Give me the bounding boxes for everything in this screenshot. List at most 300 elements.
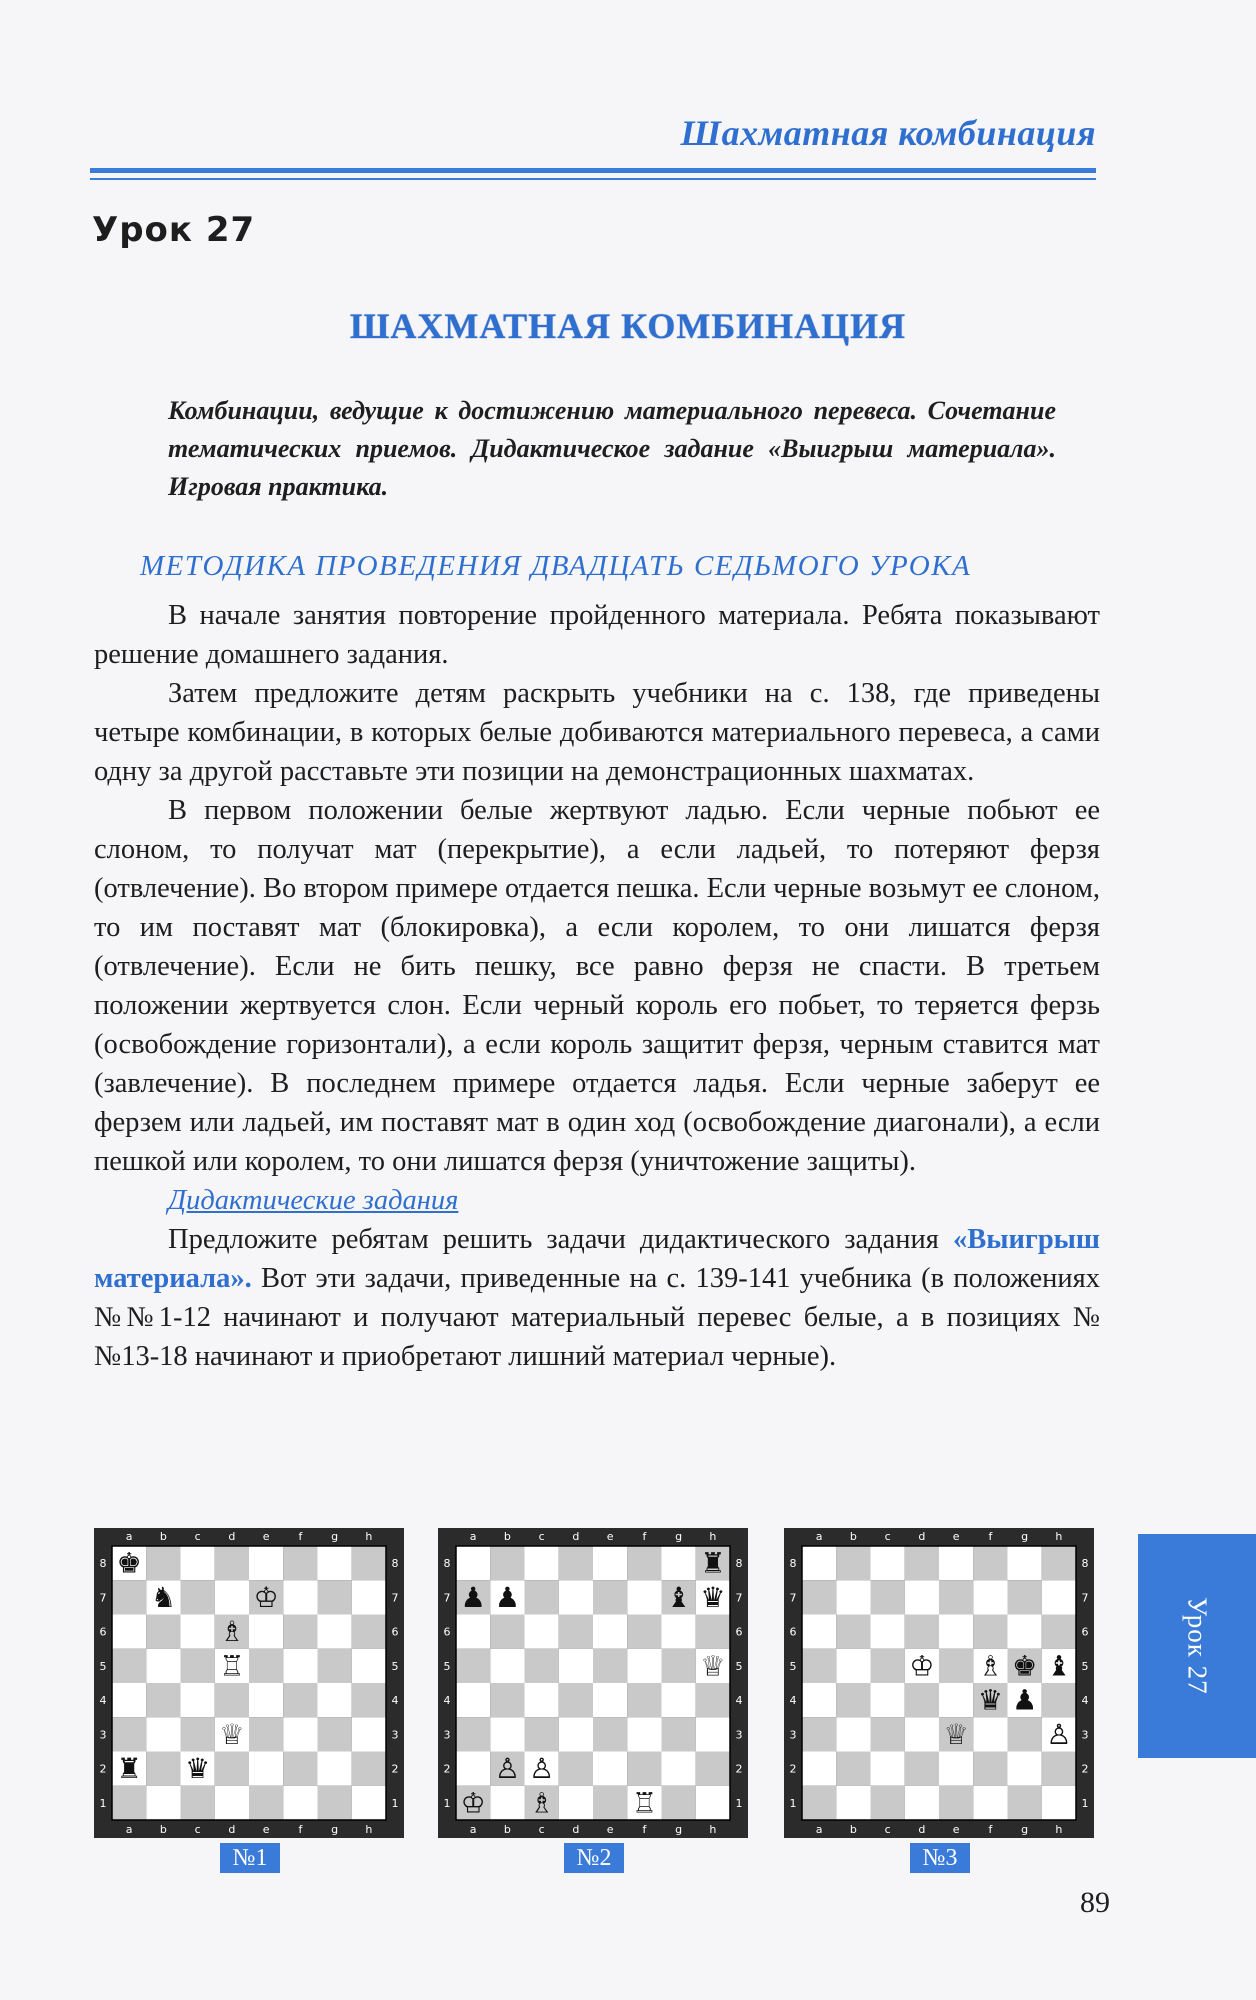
chess-piece-f5: ♗ [977,1649,1003,1683]
board-square [973,1546,1007,1580]
board-square [1008,1546,1042,1580]
paragraph-1: В начале занятия повторение пройденного материала. Ребята показывают решение домашнего задания. [94,600,1100,670]
rank-label: 6 [1081,1625,1089,1639]
board-square [836,1649,870,1683]
file-label: h [1055,1823,1063,1836]
board-square [283,1649,317,1683]
board-square [627,1683,661,1717]
file-label: c [884,1530,891,1543]
chess-piece-f1: ♖ [631,1786,657,1820]
board-square [490,1683,524,1717]
board-square [871,1717,905,1751]
board-square [1042,1683,1076,1717]
board-square [318,1546,352,1580]
rank-label: 2 [443,1762,451,1776]
lesson-subtitle: Комбинации, ведущие к достижению материального перевеса. Сочетание тематических приемов. Дидактическое задание «Выигрыш материала». Игровая практика. [168,396,1056,501]
file-label: d [228,1823,236,1836]
file-label: a [469,1530,477,1543]
board-square [871,1752,905,1786]
board-square [318,1580,352,1614]
board-square [939,1752,973,1786]
file-label: e [952,1823,960,1836]
board-square [318,1717,352,1751]
chess-piece-d3: ♕ [219,1717,245,1751]
file-label: c [194,1530,201,1543]
board-square [593,1580,627,1614]
side-tab-label: Урок 27 [1182,1597,1213,1695]
board-square [112,1649,146,1683]
board-square [112,1615,146,1649]
board-square [112,1786,146,1820]
board-square [802,1683,836,1717]
board-square [456,1546,490,1580]
board-square [249,1546,283,1580]
running-title: Шахматная комбинация [680,113,1096,153]
chess-piece-c1: ♗ [529,1786,555,1820]
board-square [627,1615,661,1649]
board-square [456,1717,490,1751]
rank-label: 7 [391,1591,399,1605]
board-square [318,1683,352,1717]
file-label: c [884,1823,891,1836]
board-square [939,1683,973,1717]
board-square [215,1546,249,1580]
chess-piece-b7: ♟ [494,1580,520,1614]
didactic-heading: Дидактические задания [168,1185,459,1216]
file-label: e [262,1823,270,1836]
rank-label: 3 [443,1728,451,1742]
rank-label: 5 [99,1659,107,1673]
board-square [1042,1786,1076,1820]
board-square [905,1580,939,1614]
rank-label: 7 [735,1591,743,1605]
paragraph-2: Затем предложите детям раскрыть учебники на с. 138, где приведены четыре комбинации, в которых белые добиваются материального перевеса, а сами одну за другой расставьте эти позиции на демонстрационных шахматах. [94,678,1100,787]
board-square [905,1546,939,1580]
board-square [559,1717,593,1751]
rank-label: 8 [443,1557,451,1571]
board-square [593,1615,627,1649]
board-square [1042,1615,1076,1649]
board-square [905,1752,939,1786]
board-square [181,1786,215,1820]
file-label: d [918,1823,926,1836]
board-square [662,1752,696,1786]
board-square [112,1683,146,1717]
chess-piece-h5: ♝ [1046,1649,1072,1683]
file-label: c [194,1823,201,1836]
rank-label: 6 [789,1625,797,1639]
board-square [836,1580,870,1614]
board-square [490,1615,524,1649]
file-label: h [709,1530,717,1543]
file-label: d [572,1530,580,1543]
board-square [352,1649,386,1683]
diagram-label-2: №2 [564,1843,624,1873]
rank-label: 4 [789,1694,797,1708]
board-square [249,1683,283,1717]
board-square [593,1546,627,1580]
board-square [836,1752,870,1786]
file-label: g [331,1530,339,1543]
header-rule-thin [90,178,1096,180]
board-square [939,1615,973,1649]
file-label: b [503,1530,511,1543]
board-square [871,1546,905,1580]
board-square [905,1717,939,1751]
rank-label: 8 [789,1557,797,1571]
board-square [283,1683,317,1717]
board-square [352,1580,386,1614]
board-square [593,1786,627,1820]
board-square [871,1649,905,1683]
board-square [939,1786,973,1820]
board-square [112,1580,146,1614]
chess-piece-b7: ♞ [150,1580,176,1614]
board-square [559,1580,593,1614]
board-square [836,1683,870,1717]
board-square [215,1683,249,1717]
rank-label: 4 [99,1694,107,1708]
chess-piece-a2: ♜ [116,1752,142,1786]
board-square [525,1717,559,1751]
board-square [662,1615,696,1649]
board-square [490,1717,524,1751]
board-square [627,1546,661,1580]
board-square [490,1786,524,1820]
method-heading: МЕТОДИКА ПРОВЕДЕНИЯ ДВАДЦАТЬ СЕДЬМОГО УРОКА [140,550,972,582]
file-label: f [642,1823,647,1836]
file-label: f [298,1530,303,1543]
board-square [146,1546,180,1580]
board-square [283,1752,317,1786]
board-square [1042,1752,1076,1786]
board-square [215,1580,249,1614]
board-square [662,1683,696,1717]
rank-label: 8 [391,1557,399,1571]
rank-label: 2 [735,1762,743,1776]
chess-piece-c2: ♛ [185,1752,211,1786]
chess-piece-d5: ♔ [909,1649,935,1683]
board-square [662,1786,696,1820]
rank-label: 6 [391,1625,399,1639]
chess-piece-g5: ♚ [1012,1649,1038,1683]
rank-label: 1 [789,1796,797,1810]
board-square [939,1546,973,1580]
board-square [627,1580,661,1614]
board-square [456,1683,490,1717]
rank-label: 7 [789,1591,797,1605]
board-square [1008,1752,1042,1786]
rank-label: 7 [443,1591,451,1605]
file-label: d [228,1530,236,1543]
board-square [973,1752,1007,1786]
file-label: h [365,1530,373,1543]
board-square [871,1683,905,1717]
diagram-row [0,1528,1256,1871]
rank-label: 2 [1081,1762,1089,1776]
board-square [456,1615,490,1649]
file-label: a [469,1823,477,1836]
task-accent: «Выигрыш материала». [94,1224,1100,1294]
file-label: b [159,1530,167,1543]
didactic-heading-line [94,1181,1100,1220]
rank-label: 5 [391,1659,399,1673]
rank-label: 1 [99,1796,107,1810]
rank-label: 1 [1081,1796,1089,1810]
board-square [352,1546,386,1580]
file-label: d [918,1530,926,1543]
board-square [696,1786,730,1820]
rank-label: 8 [99,1557,107,1571]
board-square [973,1786,1007,1820]
header-rule-thick [90,168,1096,173]
board-square [249,1717,283,1751]
board-square [696,1683,730,1717]
file-label: a [125,1823,133,1836]
board-square [1008,1580,1042,1614]
chess-piece-h8: ♜ [700,1546,726,1580]
file-label: f [298,1823,303,1836]
board-square [905,1615,939,1649]
board-square [146,1649,180,1683]
board-square [181,1546,215,1580]
board-square [802,1717,836,1751]
file-label: b [849,1823,857,1836]
board-square [802,1580,836,1614]
chess-piece-h5: ♕ [700,1649,726,1683]
rank-label: 5 [789,1659,797,1673]
rank-label: 2 [391,1762,399,1776]
board-square [318,1649,352,1683]
board-square [146,1615,180,1649]
file-label: g [675,1530,683,1543]
board-square [283,1615,317,1649]
chess-piece-c2: ♙ [529,1752,555,1786]
rank-label: 1 [391,1796,399,1810]
chess-piece-g7: ♝ [666,1580,692,1614]
board-square [559,1683,593,1717]
board-square [871,1615,905,1649]
board-square [352,1752,386,1786]
file-label: d [572,1823,580,1836]
side-tab [1138,1534,1256,1758]
rank-label: 3 [735,1728,743,1742]
board-square [146,1683,180,1717]
rank-label: 3 [99,1728,107,1742]
board-square [836,1717,870,1751]
board-square [525,1580,559,1614]
board-square [181,1580,215,1614]
chess-piece-f4: ♛ [977,1683,1003,1717]
diagram-3 [784,1528,1094,1871]
board-square [318,1752,352,1786]
board-square [871,1786,905,1820]
page-title: ШАХМАТНАЯ КОМБИНАЦИЯ [349,306,907,346]
board-square [181,1649,215,1683]
body-text [94,596,1100,1376]
chess-board-1 [94,1528,404,1838]
board-square [283,1717,317,1751]
board-square [593,1683,627,1717]
board-square [181,1683,215,1717]
file-label: e [952,1530,960,1543]
board-square [1008,1717,1042,1751]
rank-label: 4 [391,1694,399,1708]
rank-label: 2 [789,1762,797,1776]
rank-label: 1 [443,1796,451,1810]
board-square [836,1615,870,1649]
board-square [802,1786,836,1820]
file-label: a [815,1530,823,1543]
board-square [318,1786,352,1820]
board-square [490,1546,524,1580]
chess-piece-e7: ♔ [253,1580,279,1614]
rank-label: 5 [735,1659,743,1673]
board-square [249,1786,283,1820]
board-square [593,1649,627,1683]
task-text-after: Вот эти задачи, приведенные на с. 139-141 учебника (в положениях №№1-12 начинают и получают материальный перевес белые, а в позициях №№13-18 начинают и приобретают лишний материал черные). [94,1263,1100,1372]
board-square [181,1717,215,1751]
chess-piece-h7: ♛ [700,1580,726,1614]
board-square [905,1786,939,1820]
board-square [249,1752,283,1786]
board-square [973,1717,1007,1751]
chess-board-2 [438,1528,748,1838]
chess-piece-a7: ♟ [460,1580,486,1614]
board-square [249,1649,283,1683]
board-square [1042,1546,1076,1580]
rank-label: 7 [1081,1591,1089,1605]
file-label: a [125,1530,133,1543]
chess-board-3 [784,1528,1094,1838]
file-label: b [503,1823,511,1836]
board-square [871,1580,905,1614]
chess-piece-e3: ♕ [943,1717,969,1751]
board-square [249,1615,283,1649]
board-square [559,1649,593,1683]
rank-label: 7 [99,1591,107,1605]
board-square [973,1580,1007,1614]
board-square [181,1615,215,1649]
board-square [352,1717,386,1751]
board-square [802,1546,836,1580]
file-label: g [331,1823,339,1836]
board-square [525,1546,559,1580]
rank-label: 1 [735,1796,743,1810]
diagram-1 [94,1528,404,1871]
board-square [696,1717,730,1751]
file-label: a [815,1823,823,1836]
board-square [905,1683,939,1717]
rank-label: 6 [443,1625,451,1639]
rank-label: 4 [443,1694,451,1708]
rank-label: 3 [1081,1728,1089,1742]
board-square [696,1615,730,1649]
rank-label: 3 [789,1728,797,1742]
rank-label: 4 [1081,1694,1089,1708]
file-label: h [1055,1530,1063,1543]
board-square [559,1546,593,1580]
lesson-label: Урок 27 [92,210,256,250]
board-square [593,1717,627,1751]
board-square [352,1615,386,1649]
board-square [802,1615,836,1649]
board-square [1008,1615,1042,1649]
rank-label: 5 [1081,1659,1089,1673]
page-number: 89 [1080,1886,1110,1919]
board-square [525,1615,559,1649]
chess-piece-a8: ♚ [116,1546,142,1580]
file-label: c [538,1530,545,1543]
chess-piece-g4: ♟ [1012,1683,1038,1717]
board-square [352,1786,386,1820]
file-label: e [262,1530,270,1543]
file-label: h [365,1823,373,1836]
board-square [283,1580,317,1614]
board-square [215,1786,249,1820]
board-square [146,1717,180,1751]
diagram-2 [438,1528,748,1871]
chess-piece-a1: ♔ [460,1786,486,1820]
board-square [1008,1786,1042,1820]
board-square [1042,1580,1076,1614]
file-label: e [606,1530,614,1543]
board-square [662,1717,696,1751]
file-label: g [1021,1530,1029,1543]
file-label: g [1021,1823,1029,1836]
file-label: h [709,1823,717,1836]
board-square [525,1683,559,1717]
file-label: g [675,1823,683,1836]
file-label: b [849,1530,857,1543]
rank-label: 8 [1081,1557,1089,1571]
chess-piece-d6: ♗ [219,1615,245,1649]
board-square [939,1649,973,1683]
rank-label: 5 [443,1659,451,1673]
task-paragraph [94,1220,1100,1376]
rank-label: 6 [735,1625,743,1639]
rank-label: 3 [391,1728,399,1742]
board-square [112,1717,146,1751]
board-square [146,1786,180,1820]
board-square [593,1752,627,1786]
board-square [146,1752,180,1786]
task-text-before: Предложите ребятам решить задачи дидактического задания [168,1224,953,1255]
chess-piece-b2: ♙ [494,1752,520,1786]
board-square [490,1649,524,1683]
rank-label: 6 [99,1625,107,1639]
board-square [318,1615,352,1649]
board-square [802,1649,836,1683]
board-square [627,1717,661,1751]
board-square [525,1649,559,1683]
board-square [456,1752,490,1786]
board-square [627,1752,661,1786]
board-square [456,1649,490,1683]
board-square [973,1615,1007,1649]
file-label: f [988,1530,993,1543]
board-square [352,1683,386,1717]
board-square [802,1752,836,1786]
board-square [559,1752,593,1786]
rank-label: 2 [99,1762,107,1776]
chess-piece-h3: ♙ [1046,1717,1072,1751]
file-label: c [538,1823,545,1836]
diagram-label-1: №1 [220,1843,280,1873]
board-square [627,1649,661,1683]
diagram-label-3: №3 [910,1843,970,1873]
board-square [662,1546,696,1580]
